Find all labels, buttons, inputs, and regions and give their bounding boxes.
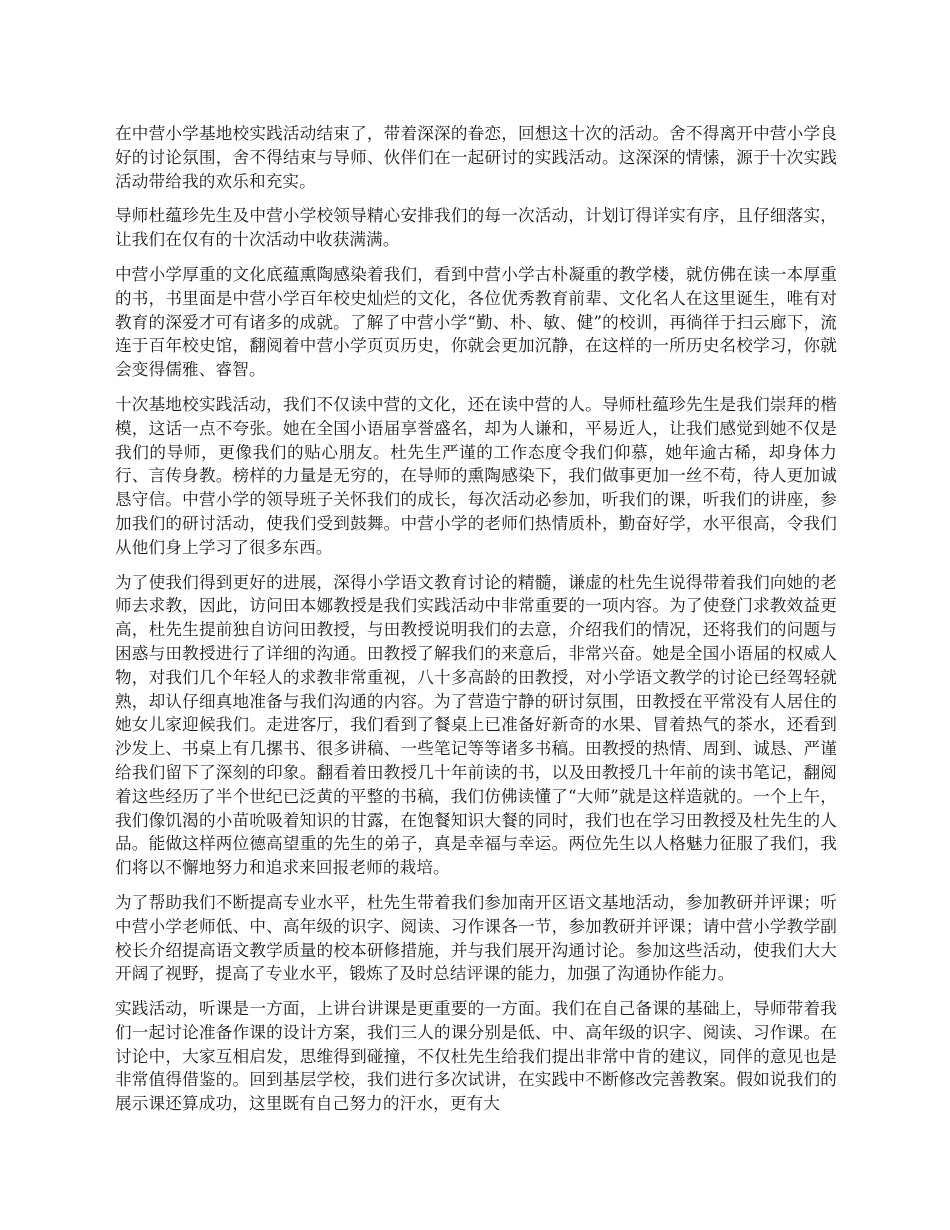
paragraph-4: 十次基地校实践活动，我们不仅读中营的文化，还在读中营的人。导师杜蕴珍先生是我们崇拜的楷模，这话一点不夸张。她在全国小语届享誉盛名，却为人谦和，平易近人，让我们感觉到她不仅是我们的导师，更像我们的贴心朋友。杜先生严谨的工作态度令我们仰慕，她年逾古稀，却身体力行、言传身教。榜样的力量是无穷的，在导师的熏陶感染下，我们做事更加一丝不苟，待人更加诚恳守信。中营小学的领导班子关怀我们的成长，每次活动必参加，听我们的课，听我们的讲座，参加我们的研讨活动，使我们受到鼓舞。中营小学的老师们热情质朴，勤奋好学，水平很高，令我们从他们身上学习了很多东西。: [115, 394, 837, 557]
paragraph-6: 为了帮助我们不断提高专业水平，杜先生带着我们参加南开区语文基地活动，参加教研并评课；听中营小学老师低、中、高年级的识字、阅读、习作课各一节，参加教研并评课；请中营小学教学副校长介绍提高语文教学质量的校本研修措施，并与我们展开沟通讨论。参加这些活动，使我们大大开阔了视野，提高了专业水平，锻炼了及时总结评课的能力，加强了沟通协作能力。: [115, 892, 837, 984]
paragraph-1: 在中营小学基地校实践活动结束了，带着深深的眷恋，回想这十次的活动。舍不得离开中营小学良好的讨论氛围，舍不得结束与导师、伙伴们在一起研讨的实践活动。这深深的情愫，源于十次实践活动带给我的欢乐和充实。: [115, 124, 837, 191]
document-body: [115, 122, 837, 1127]
paragraph-7: 实践活动，听课是一方面，上讲台讲课是更重要的一方面。我们在自己备课的基础上，导师带着我们一起讨论准备作课的设计方案，我们三人的课分别是低、中、高年级的识字、阅读、习作课。在讨论中，大家互相启发，思维得到碰撞，不仅杜先生给我们提出非常中肯的建议，同伴的意见也是非常值得借鉴的。回到基层学校，我们进行多次试讲，在实践中不断修改完善教案。假如说我们的展示课还算成功，这里既有自己努力的汗水，更有大: [115, 999, 837, 1114]
paragraph-5: 为了使我们得到更好的进展，深得小学语文教育讨论的精髓，谦虚的杜先生说得带着我们向她的老师去求教，因此，访问田本娜教授是我们实践活动中非常重要的一项内容。为了使登门求教效益更高，杜先生提前独自访问田教授，与田教授说明我们的去意，介绍我们的情况，还将我们的问题与困惑与田教授进行了详细的沟通。田教授了解我们的来意后，非常兴奋。她是全国小语届的权威人物，对我们几个年轻人的求教非常重视，八十多高龄的田教授，对小学语文教学的讨论已经驾轻就熟，却认仔细真地准备与我们沟通的内容。为了营造宁静的研讨氛围，田教授在平常没有人居住的她女儿家迎候我们。走进客厅，我们看到了餐桌上已准备好新奇的水果、冒着热气的茶水，还看到沙发上、书桌上有几摞书、很多讲稿、一些笔记等等诸多书稿。田教授的热情、周到、诚恳、严谨给我们留下了深刻的印象。翻看着田教授几十年前读的书，以及田教授几十年前的读书笔记，翻阅着这些经历了半个世纪已泛黄的平整的书稿，我们仿佛读懂了“大师”就是这样造就的。一个上午，我们像饥渴的小苗吮吸着知识的甘露，在饱餐知识大餐的同时，我们也在学习田教授及杜先生的人品。能做这样两位德高望重的先生的弟子，真是幸福与幸运。两位先生以人格魅力征服了我们，我们将以不懈地努力和追求来回报老师的栽培。: [115, 572, 837, 878]
paragraph-2: 导师杜蕴珍先生及中营小学校领导精心安排我们的每一次活动，计划订得详实有序，且仔细落实，让我们在仅有的十次活动中收获满满。: [115, 206, 837, 250]
paragraph-3: 中营小学厚重的文化底蕴熏陶感染着我们，看到中营小学古朴凝重的教学楼，就仿佛在读一本厚重的书，书里面是中营小学百年校史灿烂的文化，各位优秀教育前辈、文化名人在这里诞生，唯有对教育的深爱才可有诸多的成就。了解了中营小学“勤、朴、敏、健”的校训，再徜徉于扫云廊下，流连于百年校史馆，翻阅着中营小学页页历史，你就会更加沉静，在这样的一所历史名校学习，你就会变得儒雅、睿智。: [115, 264, 837, 380]
